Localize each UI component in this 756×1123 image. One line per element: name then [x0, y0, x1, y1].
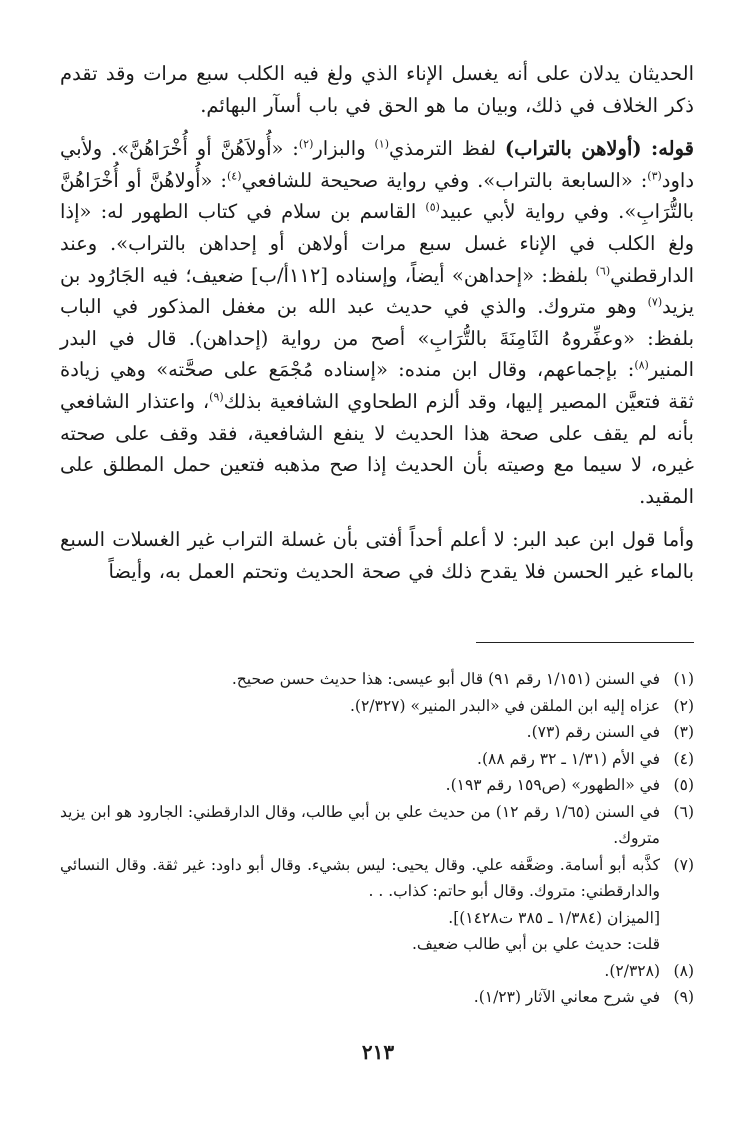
footnote-9 [60, 984, 694, 1011]
main-text [60, 58, 694, 588]
footnote-ref-2[interactable]: (٢) [298, 137, 314, 151]
footnote-8 [60, 958, 694, 985]
footnote-number: (٧) [673, 855, 694, 874]
footnote-line: قلت: حديث علي بن أبي طالب ضعيف. [411, 935, 660, 953]
footnote-text: في السنن (١/٦٥ رقم ١٢) من حديث علي بن أبي طالب، وقال الدارقطني: الجارود هو ابن يزيد متروك. [60, 802, 660, 847]
text-run: : «السابعة بالتراب». وفي رواية صحيحة للشافعي [241, 168, 648, 192]
footnote-text: في الأم (١/٣١ ـ ٣٢ رقم ٨٨). [477, 749, 660, 768]
text-run: القاسم بن سلام في كتاب الطهور له: «إذا ولغ الكلب في الإناء غسل سبع مرات أولاهن أو إحداهن بالتراب». وعند الدارقطني [60, 200, 694, 287]
paragraph-3: وأما قول ابن عبد البر: لا أعلم أحداً أفتى بأن غسلة التراب غير الغسلات السبع بالماء غير الحسن فلا يقدح ذلك في صحة الحديث وتحتم العمل به، وأيضاً [60, 528, 694, 583]
footnote-number: (٣) [673, 723, 694, 741]
footnote-4 [60, 746, 694, 773]
footnote-ref-7[interactable]: (٧) [647, 295, 663, 309]
footnote-1 [60, 666, 694, 693]
footnote-ref-4[interactable]: (٤) [226, 169, 242, 183]
footnote-divider [476, 642, 694, 643]
footnote-text: في «الطهور» (ص١٥٩ رقم ١٩٣). [445, 776, 660, 794]
text-run: : «أُولاَهُنَّ أو أُخْرَاهُنَّ». ولأبي داود [60, 137, 694, 192]
footnote-number: (٢) [673, 696, 694, 715]
footnote-text [60, 852, 660, 958]
footnote-number: (٥) [673, 776, 694, 794]
footnote-text: في شرح معاني الآثار (١/٢٣). [473, 988, 660, 1006]
footnote-line: كذَّبه أبو أسامة. وضعَّفه علي. وقال يحيى: ليس بشيء. وقال أبو داود: غير ثقة. وقال النسائي والدارقطني: متروك. وقال أبو حاتم: كذاب. . . [60, 855, 660, 900]
footnote-text: عزاه إليه ابن الملقن في «البدر المنير» (٢/٣٢٧). [350, 696, 660, 715]
footnote-text: (٢/٣٢٨). [604, 961, 660, 980]
text-run: : بإجماعهم، وقال ابن منده: «إسناده مُجْمَع على صحَّته» وهي زيادة ثقة فتعيَّن المصير إليها، وقد ألزم الطحاوي الشافعية بذلك [60, 358, 694, 413]
footnote-ref-1[interactable]: (١) [374, 137, 389, 151]
footnote-ref-8[interactable]: (٨) [634, 358, 649, 372]
footnote-number: (١) [673, 670, 694, 688]
paragraph-2 [60, 133, 694, 512]
page-number: ٢١٣ [361, 1040, 395, 1064]
footnote-5 [60, 772, 694, 799]
text-run: ، واعتذار الشافعي بأنه لم يقف على صحة هذا الحديث لا ينفع الشافعية، فقد وقف على صحته غيره، لا سيما مع وصيته بأن الحديث إذا صح مذهبه فتعين حمل المطلق على المقيد. [60, 389, 694, 508]
text-run: بلفظ: «إحداهن» أيضاً، وإسناده [١١٢أ/ب] ضعيف؛ فيه الجَارُود بن يزيد [60, 263, 694, 319]
footnote-ref-6[interactable]: (٦) [595, 264, 611, 278]
paragraph-1: الحديثان يدلان على أنه يغسل الإناء الذي ولغ فيه الكلب سبع مرات وقد تقدم ذكر الخلاف في ذلك، وبيان ما هو الحق في باب أسآر البهائم. [60, 62, 694, 117]
section-heading: قوله: (أولاهن بالتراب) [504, 137, 694, 161]
footnote-text: في السنن (١/١٥١ رقم ٩١) قال أبو عيسى: هذا حديث حسن صحيح. [231, 670, 660, 688]
footnote-text: في السنن رقم (٧٣). [526, 723, 660, 741]
footnote-3 [60, 719, 694, 746]
footnote-number: (٦) [673, 802, 694, 821]
footnote-7 [60, 852, 694, 958]
footnote-ref-5[interactable]: (٥) [425, 200, 440, 214]
footnote-number: (٤) [673, 749, 694, 768]
footnote-2 [60, 693, 694, 720]
text-run: والبزار [313, 137, 375, 161]
text-run: وهو متروك. والذي في حديث عبد الله بن مغفل المذكور في الباب بلفظ: «وعفِّروهُ الثَامِنَةَ بالتُّرَابِ» أصح من رواية (إحداهن). قال في البدر المنير [60, 295, 694, 382]
footnotes [60, 666, 694, 1011]
footnote-number: (٩) [673, 988, 694, 1006]
text-run: : «أُولاهُنَّ أو أُخْرَاهُنَّ بالتُّرَابِ». وفي رواية لأبي عبيد [60, 168, 694, 224]
footnote-number: (٨) [673, 961, 694, 980]
footnote-ref-9[interactable]: (٩) [209, 390, 224, 404]
footnote-line: [الميزان (١/٣٨٤ ـ ٣٨٥ ت١٤٢٨)]. [448, 908, 660, 927]
footnote-ref-3[interactable]: (٣) [647, 169, 662, 183]
text-run: لفظ الترمذي [388, 137, 505, 161]
footnote-6 [60, 799, 694, 852]
